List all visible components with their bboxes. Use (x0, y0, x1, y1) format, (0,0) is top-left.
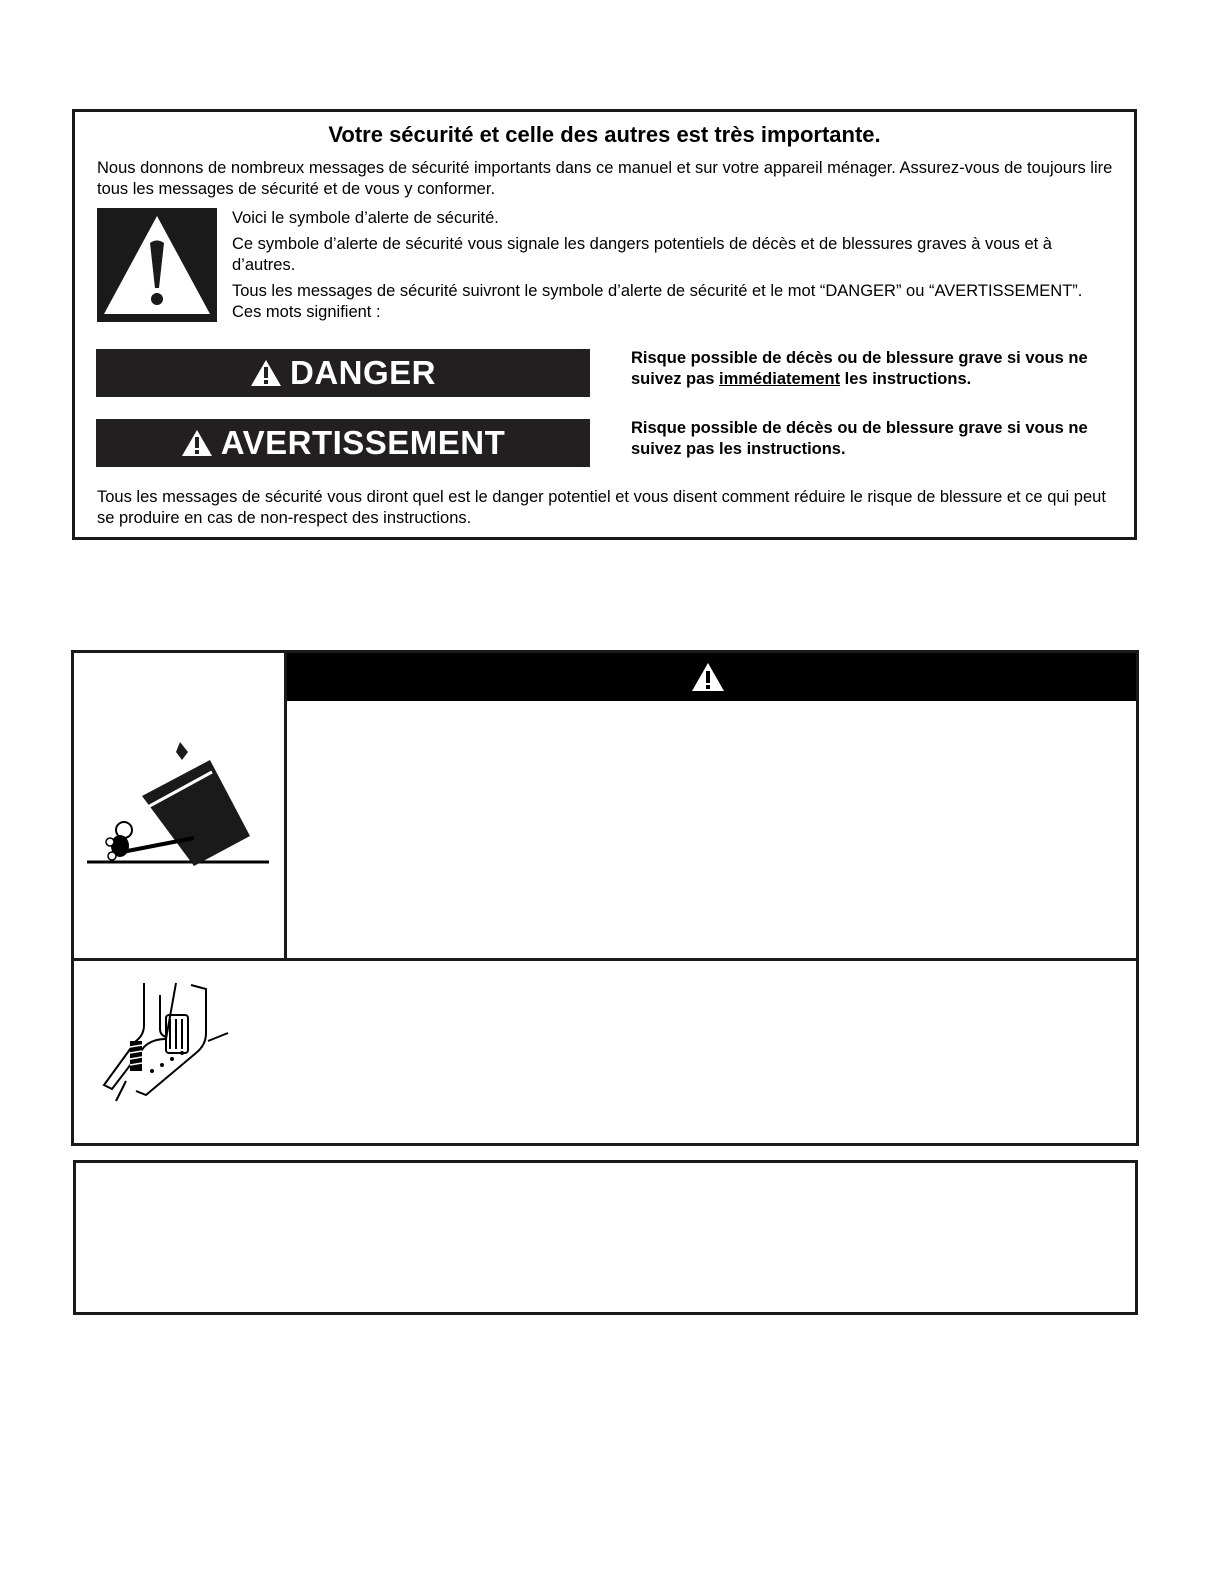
danger-desc-after: les instructions. (840, 370, 972, 388)
alert-symbol-line: Voici le symbole d’alerte de sécurité. (232, 209, 499, 227)
alert-danger-line: Ce symbole d’alerte de sécurité vous signale les dangers potentiels de décès et de blessures graves à vous et à d’autres. (232, 235, 1052, 274)
warning-triangle-icon (181, 429, 213, 457)
alert-explanation (232, 208, 1112, 328)
note-box (73, 1160, 1138, 1315)
warning-header-bar (287, 653, 1136, 701)
divider (74, 958, 1136, 961)
tip-over-warning-box (71, 650, 1139, 1146)
warning-description: Risque possible de décès ou de blessure grave si vous ne suivez pas les instructions. (631, 419, 1088, 458)
safety-alert-icon (97, 208, 217, 322)
alert-words-line: Tous les messages de sécurité suivront le symbole d’alerte de sécurité et le mot “DANGER” ou “AVERTISSEMENT”. Ces mots signifient : (232, 282, 1083, 321)
warning-triangle-icon (691, 662, 725, 692)
tip-over-illustration-icon (82, 738, 272, 868)
safety-footer: Tous les messages de sécurité vous diront quel est le danger potentiel et vous disent comment réduire le risque de blessure et ce qui peut se produire en cas de non-respect des instructions. (97, 488, 1106, 527)
anti-tip-bracket-illustration-icon (96, 975, 236, 1110)
safety-info-box (72, 109, 1137, 540)
danger-signal-bar (96, 349, 590, 397)
danger-label: DANGER (289, 354, 436, 391)
warning-triangle-icon (250, 359, 282, 387)
warning-label: AVERTISSEMENT (220, 424, 506, 461)
danger-desc-before: Risque possible de décès ou de blessure grave si vous ne suivez pas (631, 349, 1088, 388)
safety-title: Votre sécurité et celle des autres est très importante. (328, 122, 881, 147)
safety-intro: Nous donnons de nombreux messages de sécurité importants dans ce manuel et sur votre appareil ménager. Assurez-vous de toujours lire tous les messages de sécurité et de vous y conformer. (97, 159, 1113, 198)
danger-desc-underlined: immédiatement (719, 370, 841, 388)
danger-description (631, 348, 1131, 390)
warning-signal-bar (96, 419, 590, 467)
